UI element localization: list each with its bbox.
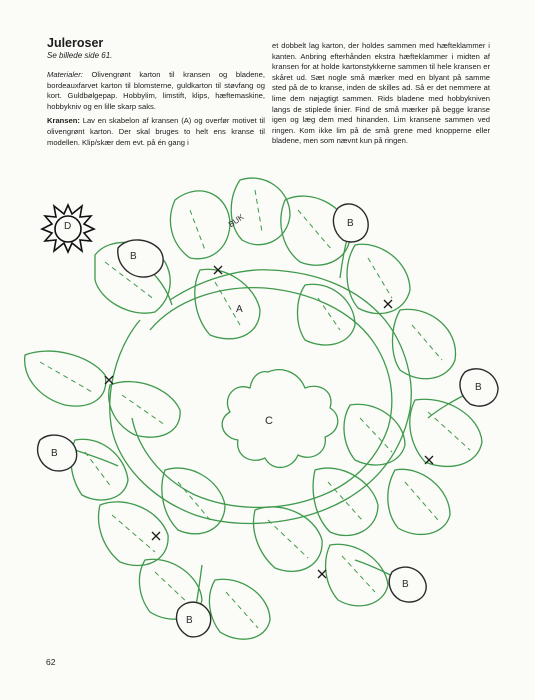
score-line	[122, 395, 165, 425]
score-line	[328, 482, 362, 520]
label-d: D	[64, 221, 72, 232]
leaf-outline	[393, 309, 456, 378]
page-subtitle: Se billede side 61.	[47, 51, 113, 60]
label-b: B	[186, 615, 193, 626]
score-line	[190, 210, 205, 250]
score-line	[226, 592, 258, 628]
wreath-label: Kransen:	[47, 116, 80, 126]
leaf-outline	[326, 544, 388, 606]
label-b: B	[402, 579, 409, 590]
leaf-outline	[195, 269, 260, 339]
leaf-outline	[313, 468, 378, 535]
leaf-outline	[25, 351, 106, 406]
score-line	[318, 298, 340, 330]
label-buk: BUK	[226, 212, 246, 230]
cross-mark	[152, 532, 160, 540]
leaf-outline	[71, 439, 128, 500]
bud-stem	[75, 450, 118, 466]
wreath-text: Lav en skabelon af kransen (A) og overfør motivet til olivengrønt karton. Der skal bruges to helt ens kranse til modellen. Klip/skær dem evt. på én gang i	[47, 116, 265, 147]
leaf-outline	[162, 468, 225, 534]
cross-mark	[384, 300, 392, 308]
score-line	[268, 520, 308, 558]
score-line	[360, 418, 392, 452]
cross-mark	[318, 570, 326, 578]
label-b: B	[475, 382, 482, 393]
leaf-outline	[109, 382, 180, 438]
score-line	[155, 572, 190, 605]
score-line	[255, 190, 262, 232]
label-b: B	[347, 218, 354, 229]
score-line	[298, 210, 332, 250]
leaf-outline	[347, 244, 410, 313]
wreath-ring	[110, 270, 411, 524]
leaf-outline	[209, 579, 270, 639]
leaf-outline	[170, 191, 230, 259]
right-column-text: et dobbelt lag karton, der holdes sammen med hæfteklammer i kanten. Anbring efterhånden ekstra hæfteklammer i midten af kransen for at holde kartonstykkerne sammen til hele kransen er skåret ud. Sæt nogle små mærker med en blyant på samme sted på de to kranse, inden de skilles ad. Så er det nemmere at lime dem nøjagtigt sammen. Rids bladene med hobbykniven langs de stiplede linier. Find de små mærker på begge kranse igen og læg dem med hinanden. Lim kransene sammen ved ringen. Kom ikke lim på de små grene med knopperne eller bladene, men som nævnt kun på ringen.	[272, 41, 490, 146]
label-b: B	[130, 251, 137, 262]
score-line	[412, 325, 442, 360]
score-line	[40, 362, 92, 392]
score-line	[85, 452, 112, 488]
materials-text: Olivengrønt karton til kransen og bladene, bordeauxfarvet karton til blomsterne, guldkarton til støvfang og kort. Guldbølgepap. Hobbylim, limstift, klips, hæftemaskine, hobbykniv og en lille skarp saks.	[47, 70, 265, 111]
leaf-outline	[410, 399, 482, 466]
label-a: A	[236, 304, 243, 315]
leaf-outline	[344, 404, 405, 465]
score-line	[368, 258, 392, 298]
score-line	[428, 412, 470, 450]
materials-label: Materialer:	[47, 70, 83, 79]
flower-c-outline	[222, 370, 338, 468]
page-number: 62	[46, 657, 56, 667]
score-line	[405, 482, 438, 520]
score-line	[112, 515, 155, 552]
bud-b-outline	[118, 240, 163, 277]
leaf-outline	[388, 469, 450, 534]
label-c: C	[265, 415, 273, 427]
page-title: Juleroser	[47, 36, 104, 50]
score-lines	[40, 190, 470, 628]
bud-b-outline	[176, 602, 210, 637]
label-b: B	[51, 448, 58, 459]
